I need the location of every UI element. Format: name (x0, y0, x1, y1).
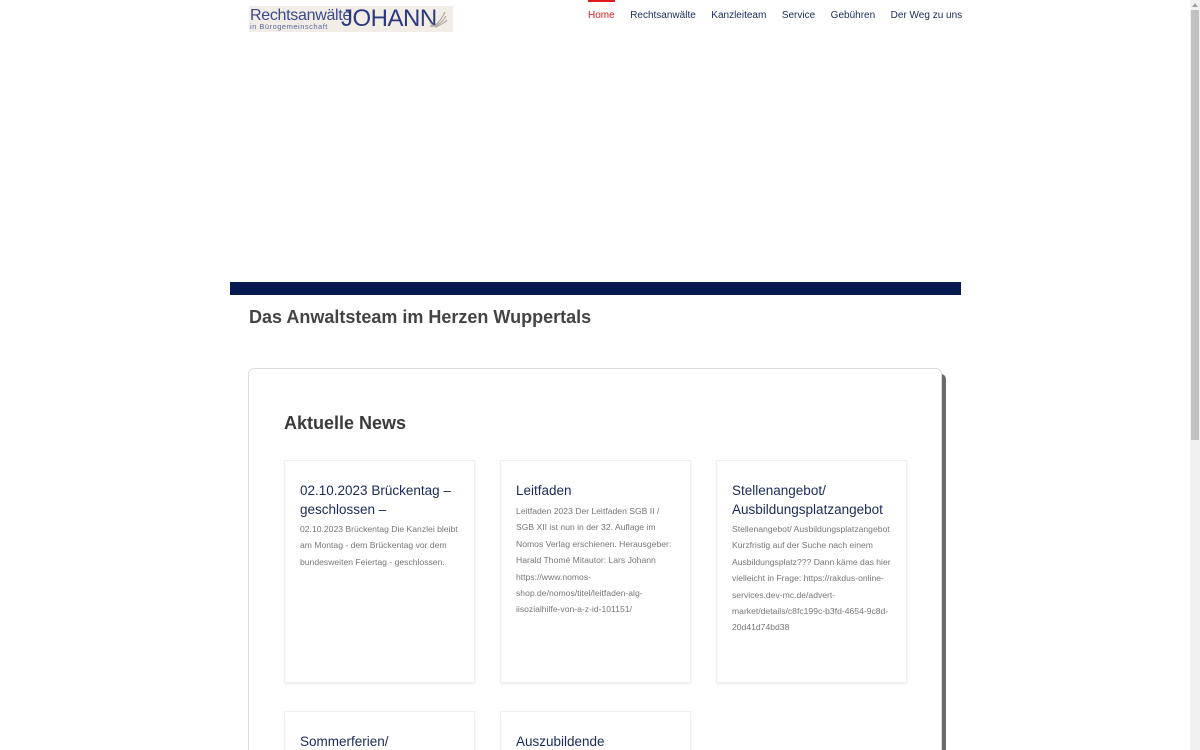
logo-name-text: JOHANN (341, 6, 437, 32)
page-tagline: Das Anwaltsteam im Herzen Wuppertals (249, 307, 592, 327)
news-card[interactable] (500, 711, 691, 750)
logo-sub-text: in Bürogemeinschaft (250, 22, 328, 31)
news-card-title[interactable]: 02.10.2023 Brückentag – geschlossen – (300, 483, 451, 517)
news-card[interactable] (500, 460, 691, 683)
nav-der-weg-zu-uns[interactable]: Der Weg zu uns (890, 10, 963, 21)
logo-main-text: Rechtsanwälte (250, 7, 352, 24)
news-card-title[interactable]: Sommerferien/ (300, 734, 389, 749)
main-nav (588, 0, 978, 34)
news-card-excerpt: Stellenangebot/ Ausbildungsplatzangebot Kurzfristig auf der Suche nach einem Ausbildungsplatz??? Dann käme das hier vielleicht in Frage: https://rakdus-online-services.dev-mc.de/advert-market/details/c8fc199c-b3fd-4654-9c8d-20d41d74bd38 (732, 524, 891, 633)
page-scrollbar[interactable] (1190, 0, 1200, 750)
news-card-excerpt: 02.10.2023 Brückentag Die Kanzlei bleibt am Montag - dem Brückentag vor dem bundesweiten Feiertag - geschlossen. (300, 524, 458, 567)
news-card[interactable] (284, 460, 475, 683)
news-heading: Aktuelle News (284, 413, 407, 433)
site-header (0, 0, 1190, 40)
nav-kanzleiteam[interactable]: Kanzleiteam (711, 10, 767, 21)
news-card-title[interactable]: Stellenangebot/ Ausbildungsplatzangebot (732, 483, 883, 517)
nav-home[interactable]: Home (588, 0, 615, 34)
news-card[interactable] (284, 711, 475, 750)
news-card-excerpt: Leitfaden 2023 Der Leitfaden SGB II / SGB XII ist nun in der 32. Auflage im Nomos Verlag erschienen. Herausgeber: Harald Thomé Mitautor: Lars Johann https://www.nomos-shop.de/nomos/titel/leitfaden-alg-iisozialhilfe-von-a-z-id-101151/ (516, 506, 672, 615)
nav-gebuehren[interactable]: Gebühren (830, 10, 876, 21)
nav-rechtsanwaelte[interactable]: Rechtsanwälte (630, 10, 696, 21)
scrollbar-thumb[interactable] (1191, 10, 1199, 440)
navy-band-divider (230, 282, 961, 295)
scroll-up-arrow-icon[interactable] (1192, 3, 1198, 7)
news-card-title[interactable]: Leitfaden (516, 483, 572, 498)
site-logo[interactable] (249, 6, 453, 32)
news-card[interactable] (716, 460, 907, 683)
news-section (248, 368, 942, 750)
logo-leaf-icon (427, 8, 449, 30)
news-card-title[interactable]: Auszubildende (516, 734, 605, 749)
nav-service[interactable]: Service (781, 10, 816, 21)
hero-area (230, 40, 961, 282)
